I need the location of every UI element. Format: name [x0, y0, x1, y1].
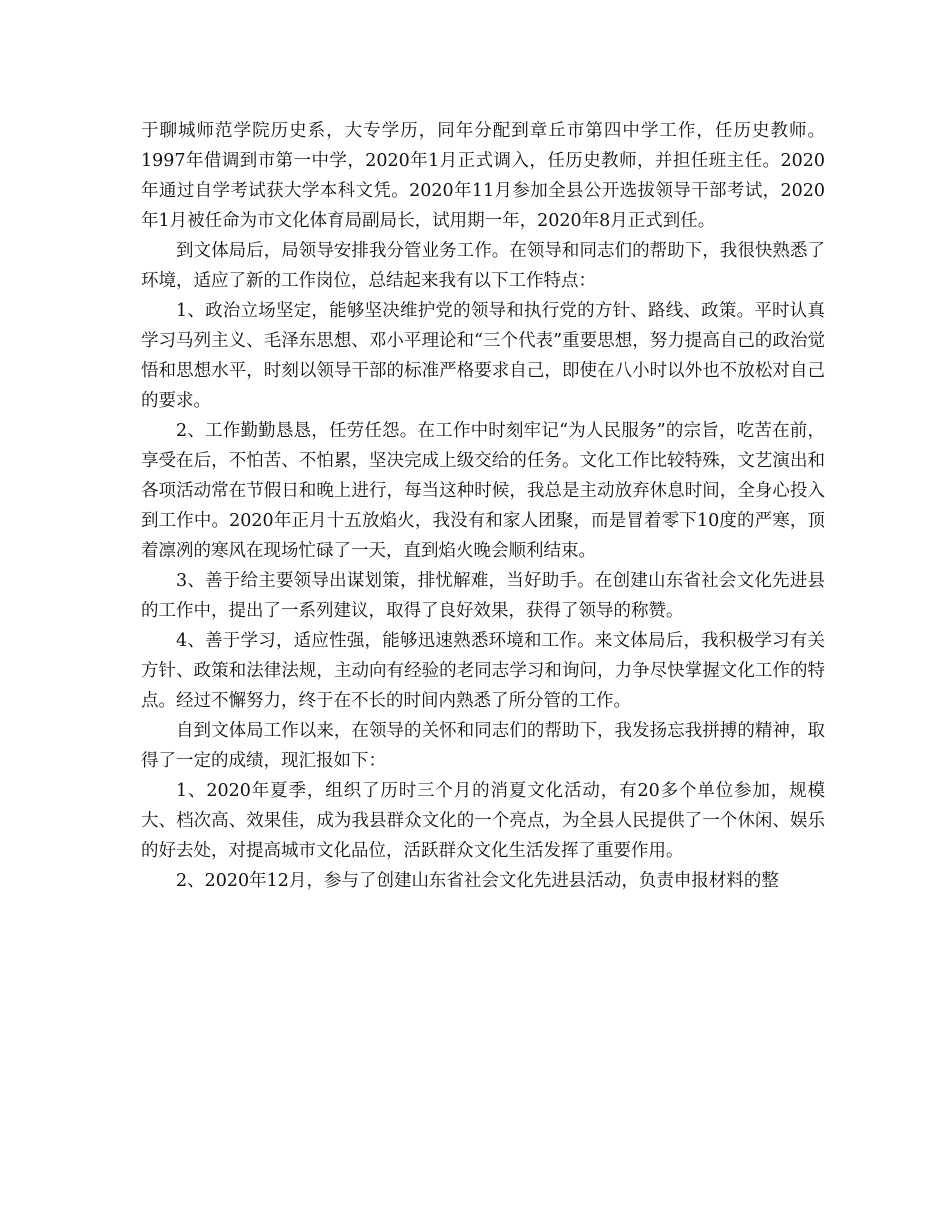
- paragraph: 3、善于给主要领导出谋划策，排忧解难，当好助手。在创建山东省社会文化先进县的工作中，提出了一系列建议，取得了良好效果，获得了领导的称赞。: [141, 571, 825, 621]
- paragraph: 1、2020年夏季，组织了历时三个月的消夏文化活动，有20多个单位参加，规模大、档次高、效果佳，成为我县群众文化的一个亮点，为全县人民提供了一个休闲、娱乐的好去处，对提高城市文化品位，活跃群众文化生活发挥了重要作用。: [141, 781, 825, 861]
- paragraph: 2、2020年12月，参与了创建山东省社会文化先进县活动，负责申报材料的整: [176, 871, 779, 891]
- paragraph: 到文体局后，局领导安排我分管业务工作。在领导和同志们的帮助下，我很快熟悉了环境，适应了新的工作岗位，总结起来我有以下工作特点：: [141, 241, 825, 291]
- paragraph: 自到文体局工作以来，在领导的关怀和同志们的帮助下，我发扬忘我拼搏的精神，取得了一定的成绩，现汇报如下：: [141, 721, 825, 771]
- paragraph: 4、善于学习，适应性强，能够迅速熟悉环境和工作。来文体局后，我积极学习有关方针、政策和法律法规，主动向有经验的老同志学习和询问，力争尽快掌握文化工作的特点。经过不懈努力，终于在不长的时间内熟悉了所分管的工作。: [141, 631, 825, 711]
- paragraph: 1、政治立场坚定，能够坚决维护党的领导和执行党的方针、路线、政策。平时认真学习马列主义、毛泽东思想、邓小平理论和“三个代表”重要思想，努力提高自己的政治觉悟和思想水平，时刻以领导干部的标准严格要求自己，即使在八小时以外也不放松对自己的要求。: [141, 301, 825, 411]
- paragraph-continued: 于聊城师范学院历史系，大专学历，同年分配到章丘市第四中学工作，任历史教师。1997年借调到市第一中学，2020年1月正式调入，任历史教师，并担任班主任。2020年通过自学考试获大学本科文凭。2020年11月参加全县公开选拔领导干部考试，2020年1月被任命为市文化体育局副局长，试用期一年，2020年8月正式到任。: [141, 121, 825, 231]
- document-body: [141, 116, 825, 896]
- paragraph: 2、工作勤勤恳恳，任劳任怨。在工作中时刻牢记“为人民服务”的宗旨，吃苦在前，享受在后，不怕苦、不怕累，坚决完成上级交给的任务。文化工作比较特殊，文艺演出和各项活动常在节假日和晚上进行，每当这种时候，我总是主动放弃休息时间，全身心投入到工作中。2020年正月十五放焰火，我没有和家人团聚，而是冒着零下10度的严寒，顶着凛冽的寒风在现场忙碌了一天，直到焰火晚会顺利结束。: [141, 421, 825, 561]
